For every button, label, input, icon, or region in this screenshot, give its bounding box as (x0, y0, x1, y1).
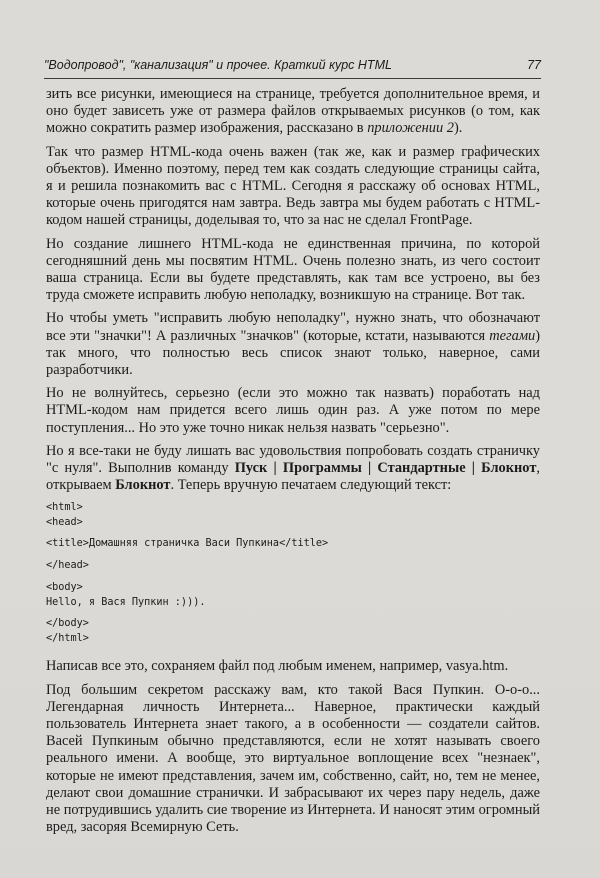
code-line-head-close: </head> (46, 560, 89, 572)
paragraph-4: Но чтобы уметь "исправить любую неполадку", нужно знать, что обозначают все эти "значки"! А различных "значков" (которые, кстати, называются тегами) так много, что полностью весь список знают только, наверное, сами разработчики. (46, 310, 540, 379)
paragraph-2: Так что размер HTML-кода очень важен (так же, как и размер графических объектов). Именно поэтому, перед тем как создать следующие страницы сайта, я и решила познакомить вас с HTML. Сегодня я расскажу об основах HTML, которые очень пригодятся нам завтра. Ведь завтра мы будем работать с HTML-кодом нашей страницы, доделывая то, что за нас не сделал FrontPage. (46, 143, 540, 229)
appendix-reference: приложении 2 (367, 120, 454, 137)
notepad-app-name: Блокнот (115, 477, 171, 494)
paragraph-5: Но не волнуйтесь, серьезно (если это можно так назвать) поработать над HTML-кодом нам придется всего лишь один раз. А уже потом по мере поступления... Но это уже точно никак нельзя назвать "серьезно". (46, 385, 540, 436)
running-header (44, 58, 541, 79)
code-line-body-close: </body> (46, 618, 89, 630)
code-line-head-open: <head> (46, 517, 83, 529)
code-line-body-open: <body> (46, 582, 83, 594)
paragraph-7: Написав все это, сохраняем файл под любым именем, например, vasya.htm. (46, 658, 509, 675)
paragraph-3: Но создание лишнего HTML-кода не единственная причина, по которой сегодняшний день мы посвятим HTML. Очень полезно знать, из чего состоит ваша страница. Если вы будете представлять, как там все устроено, вы без труда сможете исправить любую неполадку, возникшую на странице. Вот так. (46, 235, 540, 304)
page-number: 77 (527, 58, 541, 72)
paragraph-1: зить все рисунки, имеющиеся на странице, требуется дополнительное время, и оно будет зависеть уже от размера файлов открываемых рисунков (о том, как можно сократить размер изображения, рассказано в приложении 2). (46, 86, 540, 137)
menu-command: Пуск | Программы | Стандартные | Блокнот (234, 460, 537, 477)
code-line-html-close: </html> (46, 633, 89, 645)
code-line-title: <title>Домашняя страничка Васи Пупкина</title> (46, 538, 329, 550)
page-body (46, 86, 540, 843)
paragraph-6: Но я все-таки не буду лишать вас удовольствия попробовать создать страничку "с нуля". Выполнив команду Пуск | Программы | Стандартные | Блокнот, открываем Блокнот. Теперь вручную печатаем следующий текст: (46, 442, 540, 494)
header-title: "Водопровод", "канализация" и прочее. Краткий курс HTML (44, 58, 392, 72)
code-listing (46, 500, 540, 646)
paragraph-8: Под большим секретом расскажу вам, кто такой Вася Пупкин. О-о-о... Легендарная личность Интернета... Наверное, практически каждый пользователь Интернета знает такого, а в особенности — создатели сайтов. Васей Пупкиным обычно представляются, если не хотят называть своего реального имени. А вообще, это виртуальное воплощение всех "незнаек", которые не имеют представления, зачем им, собственно, сайт, но, тем не менее, делают свои домашние странички. И забрасывают их через пару недель, даже не потрудившись удалить сие творение из Интернета. И наносят этим огромный вред, засоряя Всемирную Сеть. (46, 681, 540, 836)
code-line-hello: Hello, я Вася Пупкин :))). (46, 597, 206, 609)
term-tags: тегами (489, 327, 536, 344)
code-line-html-open: <html> (46, 502, 83, 514)
